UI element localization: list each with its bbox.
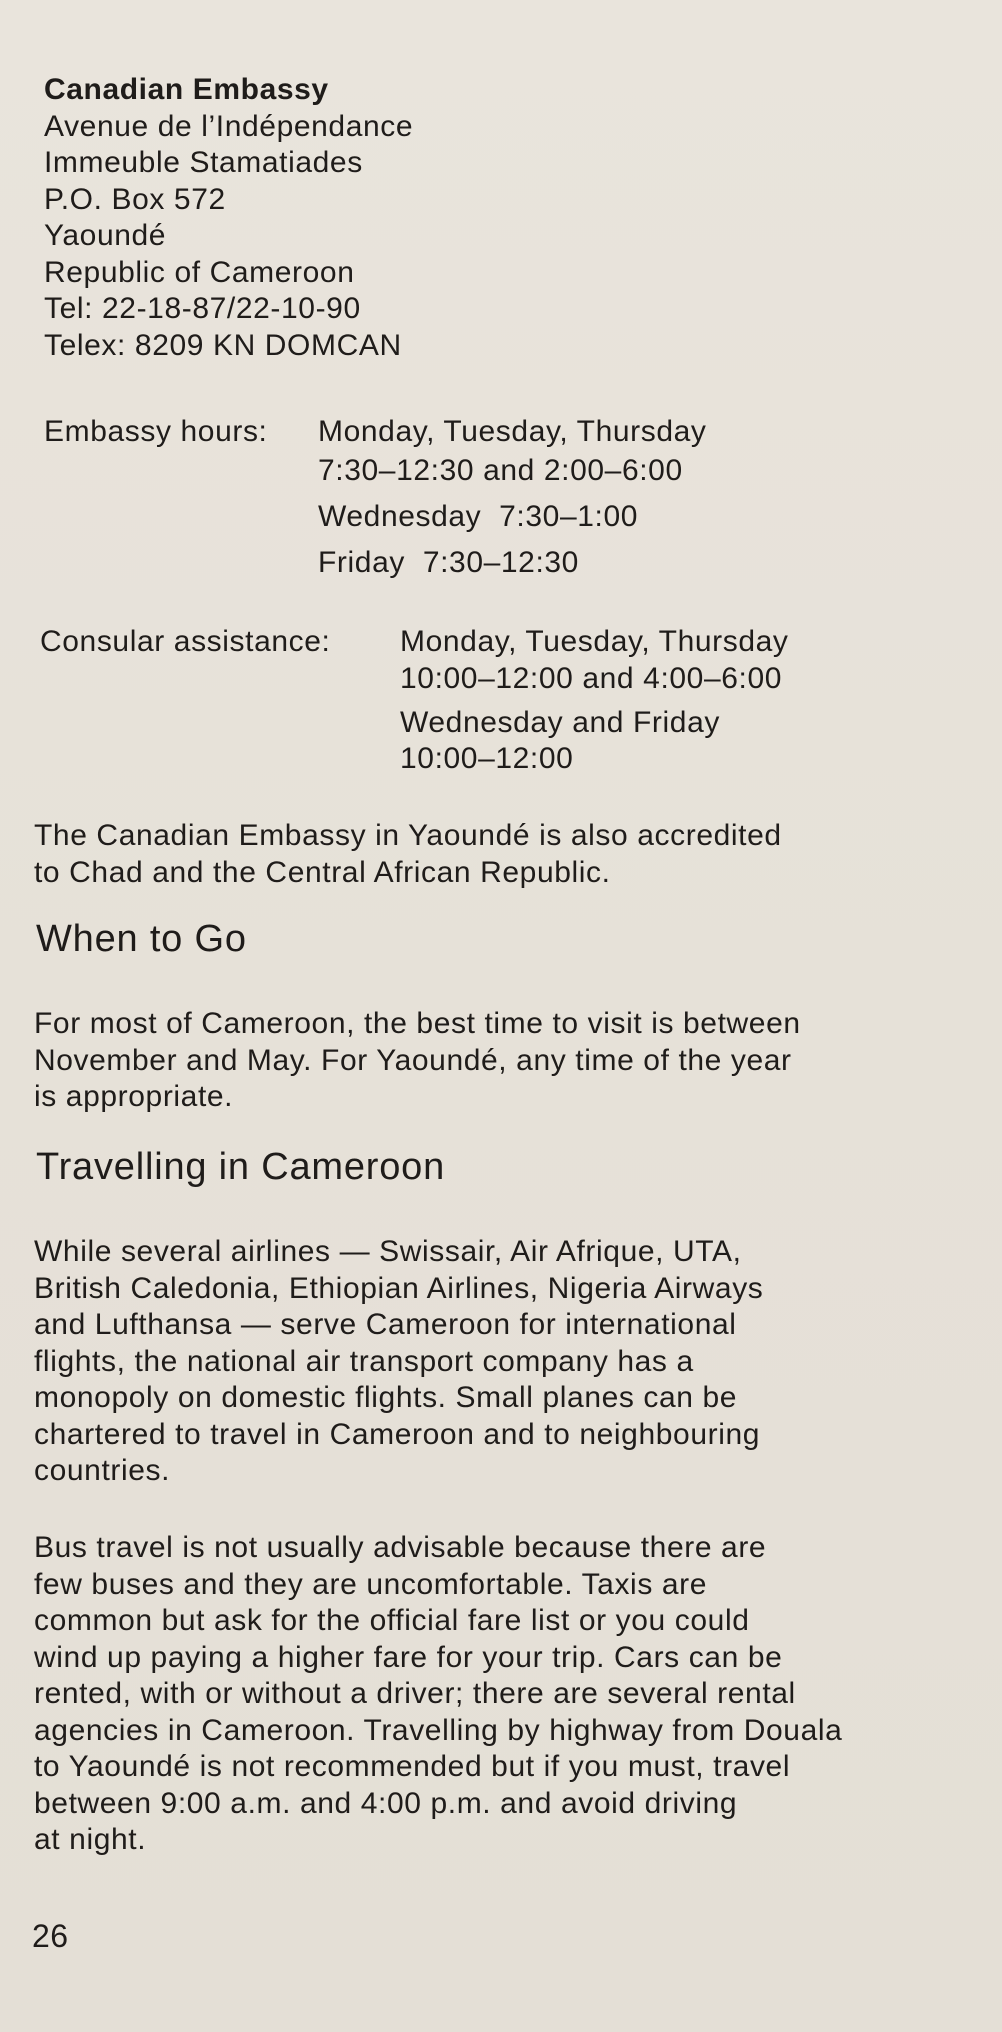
- paragraph-line: countries.: [34, 1454, 171, 1487]
- paragraph-line: For most of Cameroon, the best time to visit is between: [34, 1007, 801, 1040]
- when-to-go-heading: When to Go: [36, 918, 247, 960]
- embassy-name: Canadian Embassy: [44, 73, 329, 106]
- hours-line: 7:30–12:30 and 2:00–6:00: [318, 454, 683, 487]
- address-line: Yaoundé: [44, 219, 167, 252]
- address-line: Avenue de l’Indépendance: [44, 109, 414, 143]
- ground-travel-paragraph: [34, 1530, 842, 1859]
- hours-line: Wednesday 7:30–1:00: [318, 500, 639, 533]
- paragraph-line: is appropriate.: [34, 1080, 234, 1113]
- consular-line: 10:00–12:00 and 4:00–6:00: [400, 662, 783, 695]
- paragraph-line: rented, with or without a driver; there are several rental: [34, 1677, 796, 1710]
- address-line: Telex: 8209 KN DOMCAN: [44, 328, 402, 362]
- hours-line: Monday, Tuesday, Thursday: [318, 415, 707, 448]
- travelling-heading: Travelling in Cameroon: [36, 1146, 446, 1188]
- address-line: P.O. Box 572: [44, 182, 226, 216]
- consular-line: Wednesday and Friday: [400, 706, 720, 739]
- when-to-go-paragraph: [34, 1006, 801, 1116]
- paragraph-line: between 9:00 a.m. and 4:00 p.m. and avoid driving: [34, 1786, 738, 1820]
- paragraph-line: to Yaoundé is not recommended but if you must, travel: [34, 1750, 791, 1783]
- address-line: Republic of Cameroon: [44, 255, 355, 289]
- paragraph-line: chartered to travel in Cameroon and to neighbouring: [34, 1417, 761, 1451]
- paragraph-line: and Lufthansa — serve Cameroon for international: [34, 1308, 737, 1341]
- embassy-address: [44, 72, 413, 364]
- paragraph-line: monopoly on domestic flights. Small planes can be: [34, 1381, 738, 1414]
- paragraph-line: agencies in Cameroon. Travelling by highway from Douala: [34, 1713, 843, 1747]
- consular-line: 10:00–12:00: [400, 742, 574, 775]
- paragraph-line: British Caledonia, Ethiopian Airlines, Nigeria Airways: [34, 1271, 764, 1305]
- address-line: Tel: 22-18-87/22-10-90: [44, 292, 361, 325]
- paragraph-line: at night.: [34, 1823, 147, 1856]
- accreditation-paragraph: [34, 818, 782, 891]
- paragraph-line: few buses and they are uncomfortable. Taxis are: [34, 1567, 708, 1601]
- paragraph-line: The Canadian Embassy in Yaoundé is also accredited: [34, 819, 782, 852]
- paragraph-line: flights, the national air transport company has a: [34, 1344, 694, 1378]
- airlines-paragraph: [34, 1234, 763, 1490]
- embassy-hours-label: Embassy hours:: [44, 415, 268, 448]
- consular-line: Monday, Tuesday, Thursday: [400, 625, 789, 658]
- page-number: 26: [32, 1918, 69, 1954]
- paragraph-line: November and May. For Yaoundé, any time of the year: [34, 1043, 792, 1077]
- address-line: Immeuble Stamatiades: [44, 146, 363, 179]
- paragraph-line: common but ask for the official fare list or you could: [34, 1604, 750, 1637]
- consular-label: Consular assistance:: [40, 625, 331, 658]
- paragraph-line: to Chad and the Central African Republic.: [34, 855, 611, 889]
- hours-line: Friday 7:30–12:30: [318, 546, 579, 579]
- paragraph-line: Bus travel is not usually advisable because there are: [34, 1531, 767, 1564]
- paragraph-line: While several airlines — Swissair, Air Afrique, UTA,: [34, 1235, 742, 1268]
- paragraph-line: wind up paying a higher fare for your trip. Cars can be: [34, 1640, 783, 1674]
